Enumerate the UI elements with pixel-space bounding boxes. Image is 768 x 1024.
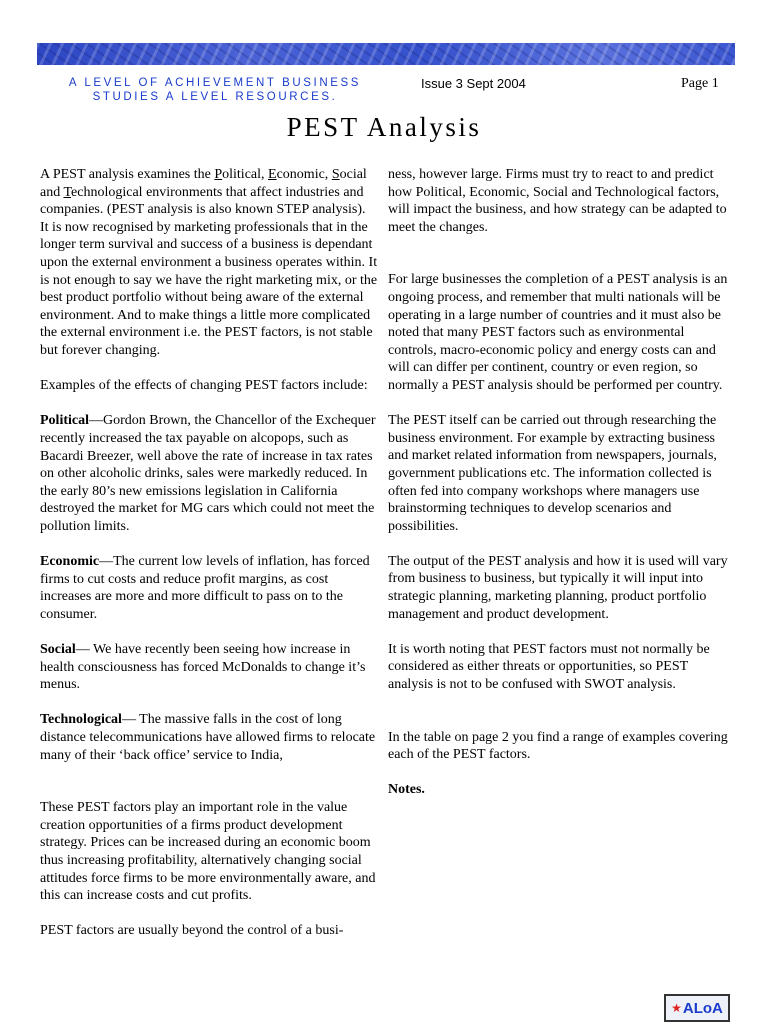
right-column	[388, 166, 728, 799]
header-banner	[37, 43, 735, 65]
swot-paragraph: It is worth noting that PEST factors must not normally be considered as either threats or opportunities, so PEST analysis is not to be confused with SWOT analysis.	[388, 641, 710, 693]
research-paragraph: The PEST itself can be carried out through researching the business environment. For example by extracting business and market related information from newspapers, journals, government publications etc. The information collected is often fed into company workshops where managers use brainstorming techniques to develop scenarios and possibilities.	[388, 413, 717, 534]
star-icon: ★	[671, 1001, 682, 1015]
examples-paragraph: Examples of the effects of changing PEST factors include:	[40, 378, 368, 394]
organisation-name	[60, 76, 370, 104]
control-paragraph: PEST factors are usually beyond the control of a busi-	[40, 923, 344, 939]
output-paragraph: The output of the PEST analysis and how it is used will vary from business to business, but typically it will input into strategic planning, marketing planning, product portfolio management and product development.	[388, 553, 728, 622]
table-reference-paragraph: In the table on page 2 you find a range of examples covering each of the PEST factors.	[388, 729, 728, 763]
issue-label: Issue 3 Sept 2004	[421, 76, 526, 91]
economic-paragraph: Economic—The current low levels of inflation, has forced firms to cut costs and reduce profit margins, as cost increases are more and more difficult to pass on to the consumer.	[40, 554, 370, 622]
intro-paragraph: A PEST analysis examines the Political, Economic, Social and Technological environments that affect industries and companies. (PEST analysis is also known STEP analysis).	[40, 167, 367, 218]
large-business-paragraph: For large businesses the completion of a PEST analysis is an ongoing process, and remember that multi nationals will be operating in a large number of countries and it must also be noted that many PEST factors such as environmental controls, macro-economic policy and energy costs can and will can differ per continent, country or even region, so normally a PEST analysis should be performed per country.	[388, 272, 728, 393]
political-paragraph: Political—Gordon Brown, the Chancellor of the Exchequer recently increased the tax payable on alcopops, such as Bacardi Breezer, well above the rate of increase in tax rates on other alcoholic drinks, sales were markedly reduced. In the early 80’s new emissions legislation in California destroyed the market for MG cars which could not meet the pollution limits.	[40, 413, 376, 534]
political-label: Political	[40, 413, 89, 429]
economic-label: Economic	[40, 554, 100, 570]
org-line-1: A LEVEL OF ACHIEVEMENT BUSINESS	[68, 77, 362, 89]
react-paragraph: ness, however large. Firms must try to react to and predict how Political, Economic, Social and Technological factors, will impact the business, and how strategy can be adapted to meet the changes.	[388, 167, 727, 235]
notes-heading: Notes.	[388, 782, 425, 798]
social-label: Social	[40, 642, 76, 658]
aloa-logo: ★ ALoA	[664, 994, 730, 1022]
technological-paragraph: Technological— The massive falls in the cost of long distance telecommunications have allowed firms to relocate many of their ‘back office’ service to India,	[40, 712, 376, 763]
social-paragraph: Social— We have recently been seeing how increase in health consciousness has forced McDonalds to change it’s menus.	[40, 642, 366, 693]
page-title: PEST Analysis	[286, 112, 482, 142]
org-line-2: STUDIES A LEVEL RESOURCES.	[92, 91, 338, 103]
left-column	[40, 166, 380, 940]
value-creation-paragraph: These PEST factors play an important role in the value creation opportunities of a firms product development strategy. Prices can be increased during an economic boom thus increasing profitability, alternatively changing social attitudes force firms to be more environmentally aware, and this can increase costs and cut profits.	[40, 800, 376, 904]
survival-paragraph: It is now recognised by marketing professionals that in the longer term survival and success of a business is dependant upon the external environment a business operates within. It is not enough to say we have the right marketing mix, or the best product portfolio without being aware of the external environment. And to make things a little more complicated the external environment i.e. the PEST factors, is not stable but forever changing.	[40, 219, 378, 358]
technological-label: Technological	[40, 712, 122, 728]
page-number: Page 1	[681, 76, 719, 91]
